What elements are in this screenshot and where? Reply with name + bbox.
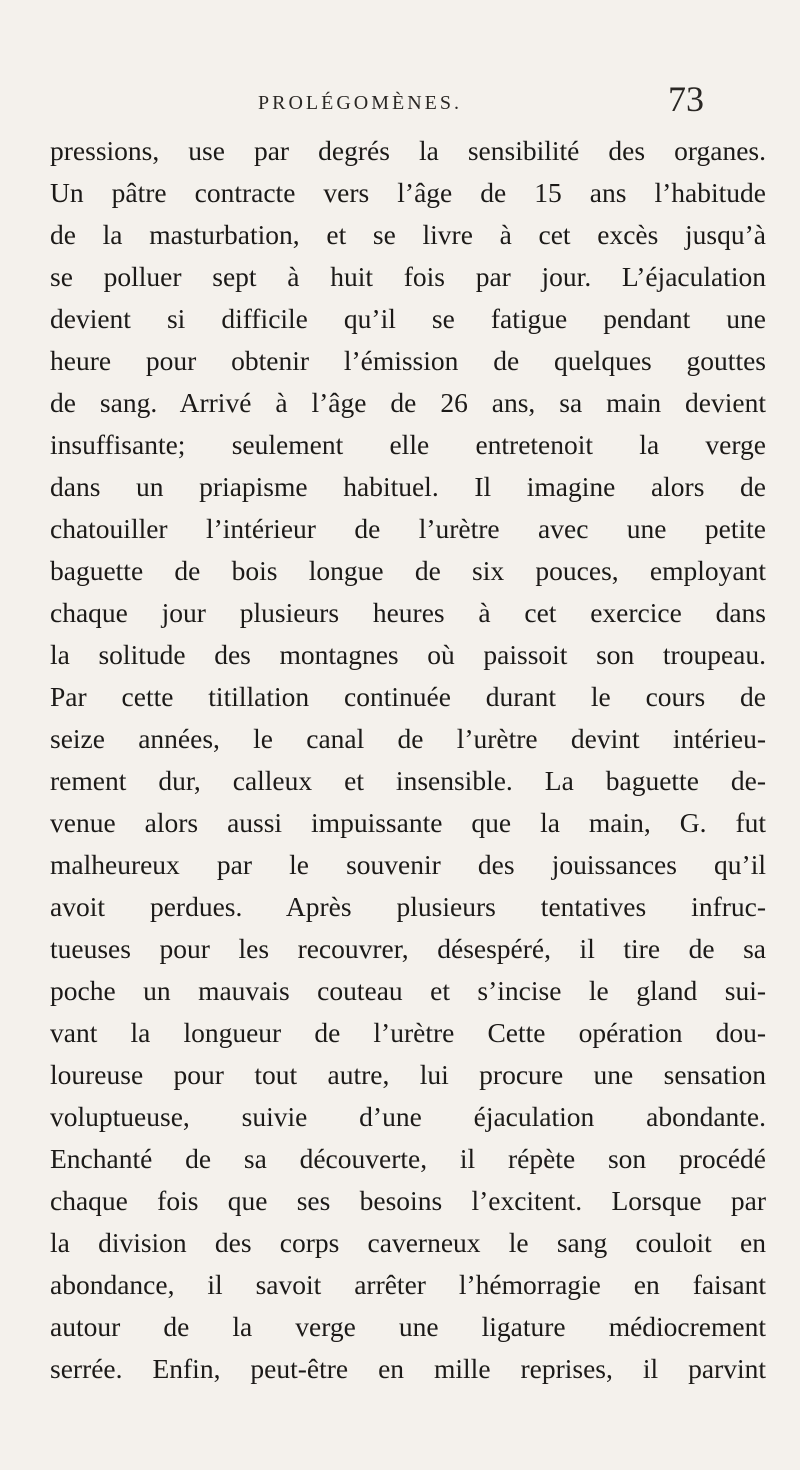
text-line: venue alors aussi impuissante que la main, G. fut <box>50 807 766 838</box>
text-line: voluptueuse, suivie d’une éjaculation abondante. <box>50 1101 766 1132</box>
text-line: poche un mauvais couteau et s’incise le gland sui- <box>50 975 766 1006</box>
text-line: chaque fois que ses besoins l’excitent. Lorsque par <box>50 1185 766 1216</box>
text-line: se polluer sept à huit fois par jour. L’éjaculation <box>50 261 766 292</box>
running-title: PROLÉGOMÈNES. <box>258 92 463 114</box>
text-line: de la masturbation, et se livre à cet excès jusqu’à <box>50 219 766 250</box>
text-line: loureuse pour tout autre, lui procure une sensation <box>50 1059 766 1090</box>
text-line: chaque jour plusieurs heures à cet exercice dans <box>50 597 766 628</box>
text-line: rement dur, calleux et insensible. La baguette de- <box>50 765 766 796</box>
body-text <box>50 130 766 1390</box>
text-line: la division des corps caverneux le sang couloit en <box>50 1227 766 1258</box>
running-head <box>0 78 800 118</box>
text-line: chatouiller l’intérieur de l’urètre avec une petite <box>50 513 766 544</box>
text-line: Enchanté de sa découverte, il répète son procédé <box>50 1143 766 1174</box>
text-line: insuffisante; seulement elle entretenoit la verge <box>50 429 766 460</box>
text-line: Par cette titillation continuée durant le cours de <box>50 681 766 712</box>
text-line: seize années, le canal de l’urètre devint intérieu- <box>50 723 766 754</box>
text-line: pressions, use par degrés la sensibilité des organes. <box>50 135 766 166</box>
text-line: la solitude des montagnes où paissoit son troupeau. <box>50 639 766 670</box>
page-number: 73 <box>668 79 704 119</box>
text-line: baguette de bois longue de six pouces, employant <box>50 555 766 586</box>
text-line: malheureux par le souvenir des jouissances qu’il <box>50 849 766 880</box>
text-line: heure pour obtenir l’émission de quelques gouttes <box>50 345 766 376</box>
text-line: de sang. Arrivé à l’âge de 26 ans, sa main devient <box>50 387 766 418</box>
text-line: avoit perdues. Après plusieurs tentatives infruc- <box>50 891 766 922</box>
text-line: vant la longueur de l’urètre Cette opération dou- <box>50 1017 766 1048</box>
text-line: autour de la verge une ligature médiocrement <box>50 1311 766 1342</box>
text-line: abondance, il savoit arrêter l’hémorragie en faisant <box>50 1269 766 1300</box>
text-line: tueuses pour les recouvrer, désespéré, il tire de sa <box>50 933 766 964</box>
text-line: devient si difficile qu’il se fatigue pendant une <box>50 303 766 334</box>
text-line: Un pâtre contracte vers l’âge de 15 ans l’habitude <box>50 177 766 208</box>
text-line: dans un priapisme habituel. Il imagine alors de <box>50 471 766 502</box>
text-line: serrée. Enfin, peut-être en mille reprises, il parvint <box>50 1353 766 1384</box>
